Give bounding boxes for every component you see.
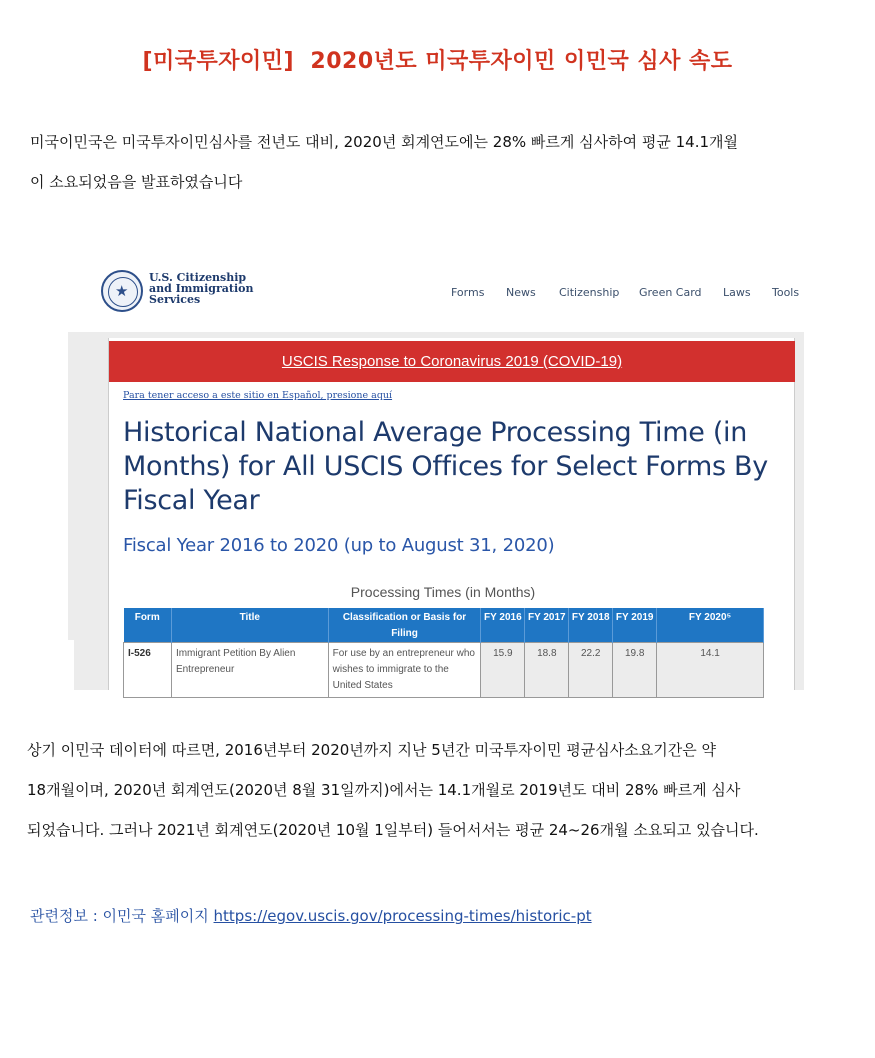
nav-green-card[interactable]: Green Card bbox=[639, 286, 702, 299]
uscis-screenshot bbox=[68, 258, 804, 690]
table-cell: 15.9 bbox=[481, 643, 525, 698]
table-cell: For use by an entrepreneur who wishes to immigrate to the United States bbox=[328, 643, 481, 698]
processing-times-table bbox=[123, 608, 764, 698]
table-cell: Immigrant Petition By Alien Entrepreneur bbox=[171, 643, 328, 698]
table-cell: 19.8 bbox=[613, 643, 657, 698]
nav-news[interactable]: News bbox=[506, 286, 536, 299]
main-heading: Historical National Average Processing Time (in Months) for All USCIS Offices for Select Forms By Fiscal Year bbox=[123, 417, 768, 516]
related-info bbox=[30, 905, 592, 926]
analysis-line: 상기 이민국 데이터에 따르면, 2016년부터 2020년까지 지난 5년간 미국투자이민 평균심사소요기간은 약 bbox=[27, 741, 716, 759]
agency-name-line: Services bbox=[149, 293, 201, 306]
nav-tools[interactable]: Tools bbox=[772, 286, 800, 299]
uscis-historic-link[interactable]: https://egov.uscis.gov/processing-times/historic-pt bbox=[213, 907, 592, 925]
analysis-line: 되었습니다. 그러나 2021년 회계연도(2020년 10월 1일부터) 들어서서는 평균 24~26개월 소요되고 있습니다. bbox=[27, 821, 759, 839]
nav-citizenship[interactable]: Citizenship bbox=[559, 286, 620, 299]
column-header: Title bbox=[171, 608, 328, 643]
nav-laws[interactable]: Laws bbox=[723, 286, 751, 299]
column-header: FY 2018 bbox=[569, 608, 613, 643]
table-cell: 22.2 bbox=[569, 643, 613, 698]
nav-forms[interactable]: Forms bbox=[451, 286, 485, 299]
agency-name-line: U.S. Citizenship bbox=[149, 271, 247, 284]
uscis-header bbox=[68, 258, 804, 332]
page-title: [미국투자이민] 2020년도 미국투자이민 이민국 심사 속도 bbox=[142, 49, 733, 74]
column-header: FY 2019 bbox=[613, 608, 657, 643]
intro-line: 이 소요되었음을 발표하였습니다 bbox=[30, 173, 243, 191]
agency-logo-text bbox=[149, 272, 253, 305]
table-header-row bbox=[124, 608, 764, 643]
column-header: FY 2016 bbox=[481, 608, 525, 643]
table-cell: 18.8 bbox=[525, 643, 569, 698]
column-header: FY 2020⁵ bbox=[657, 608, 764, 643]
analysis-line: 18개월이며, 2020년 회계연도(2020년 8월 31일까지)에서는 14.1개월로 2019년도 대비 28% 빠르게 심사 bbox=[27, 781, 741, 799]
content-panel bbox=[108, 338, 795, 690]
dhs-seal-icon bbox=[101, 270, 143, 312]
table-row bbox=[124, 643, 764, 698]
column-header: FY 2017 bbox=[525, 608, 569, 643]
agency-name-line: and Immigration bbox=[149, 282, 254, 295]
related-label: 관련정보 : 이민국 홈페이지 bbox=[30, 907, 209, 925]
frame-edge bbox=[68, 640, 74, 690]
intro-paragraph bbox=[30, 122, 860, 202]
spanish-language-link[interactable]: Para tener acceso a este sitio en Español, presione aquí bbox=[123, 390, 393, 401]
table-cell: I-526 bbox=[124, 643, 172, 698]
column-header: Classification or Basis for Filing bbox=[328, 608, 481, 643]
sub-heading: Fiscal Year 2016 to 2020 (up to August 31, 2020) bbox=[123, 535, 555, 556]
analysis-paragraph bbox=[27, 730, 857, 850]
table-caption: Processing Times (in Months) bbox=[350, 584, 536, 600]
covid-banner-link[interactable]: USCIS Response to Coronavirus 2019 (COVID-19) bbox=[109, 341, 795, 382]
table-cell: 14.1 bbox=[657, 643, 764, 698]
intro-line: 미국이민국은 미국투자이민심사를 전년도 대비, 2020년 회계연도에는 28% 빠르게 심사하여 평균 14.1개월 bbox=[30, 133, 738, 151]
column-header: Form bbox=[124, 608, 172, 643]
